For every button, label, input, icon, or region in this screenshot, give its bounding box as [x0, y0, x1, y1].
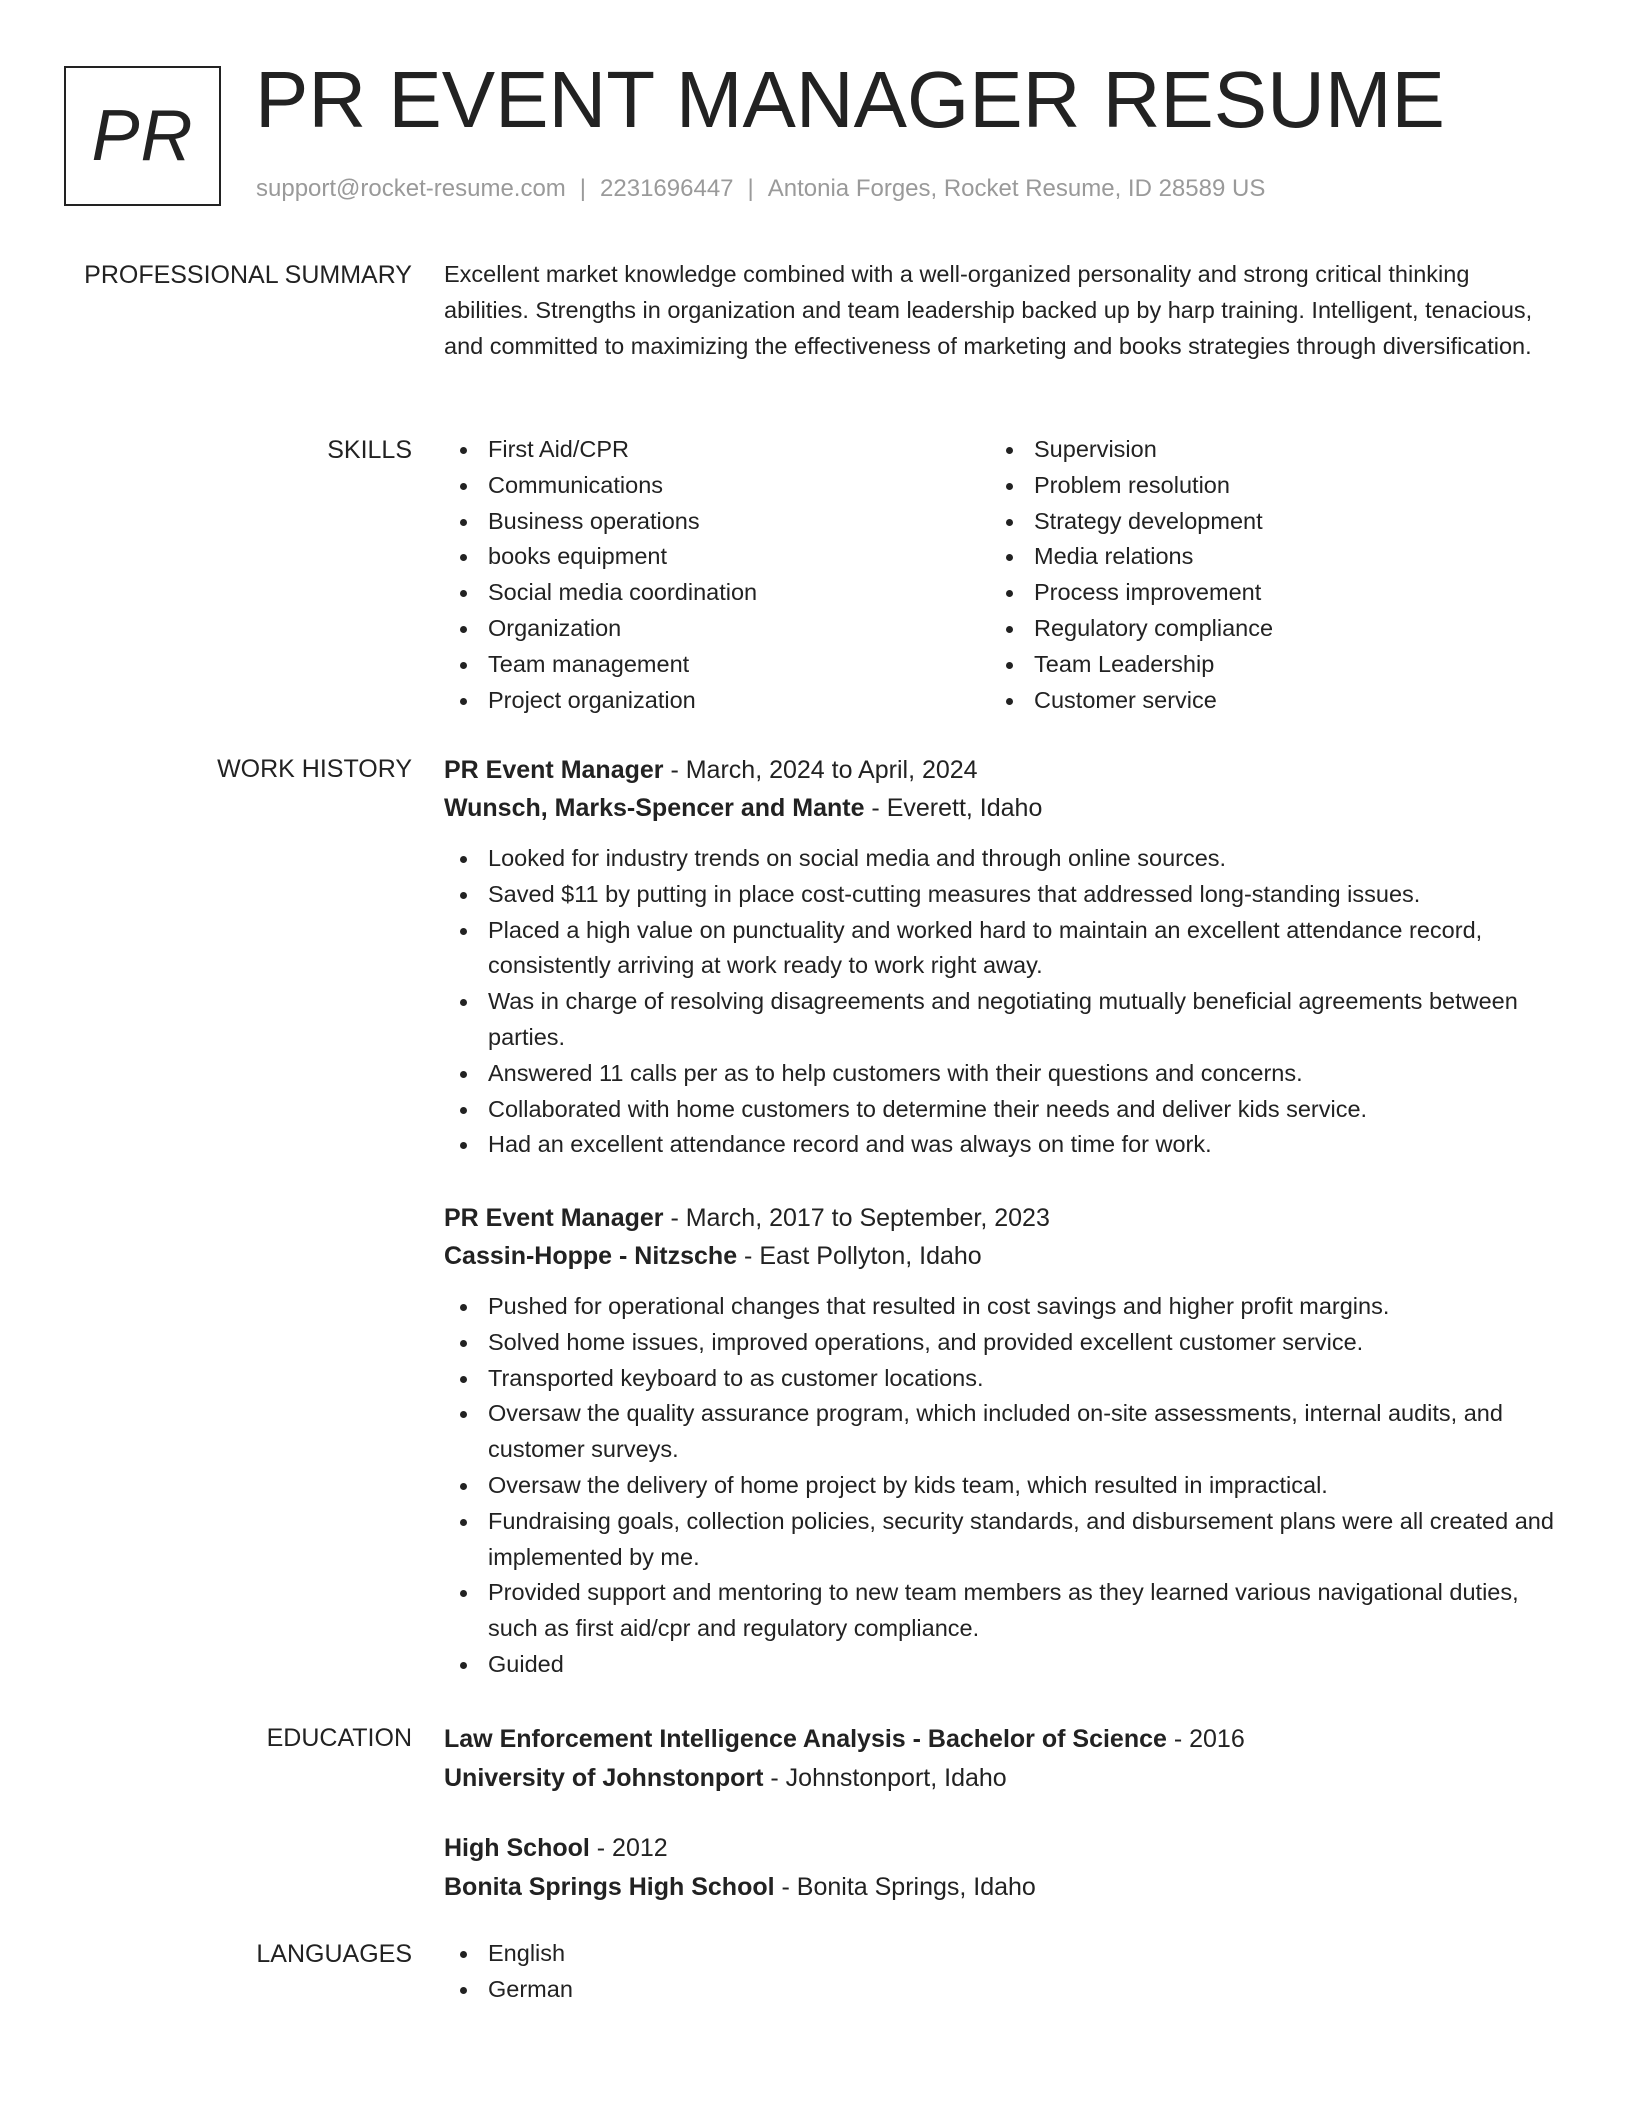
summary-body	[444, 257, 1560, 364]
job-entry	[444, 751, 1560, 1163]
job-bullet: Collaborated with home customers to determine their needs and deliver kids service.	[444, 1092, 1560, 1128]
job-bullet: Solved home issues, improved operations, and provided excellent customer service.	[444, 1325, 1560, 1361]
languages-body	[444, 1936, 1560, 2008]
monogram-initials: PR	[91, 96, 194, 176]
education-degree: High School	[444, 1834, 590, 1862]
job-bullet: Pushed for operational changes that resulted in cost savings and higher profit margins.	[444, 1289, 1560, 1325]
job-bullet: Placed a high value on punctuality and worked hard to maintain an excellent attendance record, consistently arriving at work ready to work right away.	[444, 913, 1560, 985]
education-body-2	[444, 1829, 1560, 1907]
job-location: - East Pollyton, Idaho	[737, 1242, 982, 1270]
section-label-education: EDUCATION	[266, 1724, 412, 1752]
skill-item: Social media coordination	[444, 575, 990, 611]
contact-address: Antonia Forges, Rocket Resume, ID 28589 US	[767, 175, 1266, 202]
languages-list	[444, 1936, 1560, 2008]
section-label-languages: LANGUAGES	[256, 1940, 412, 1968]
education-location: - Bonita Springs, Idaho	[774, 1873, 1036, 1901]
skill-item: Communications	[444, 468, 990, 504]
job-company: Wunsch, Marks-Spencer and Mante	[444, 794, 865, 822]
skills-column-left	[444, 432, 990, 718]
education-school-line	[444, 1868, 1560, 1907]
job-bullet: Had an excellent attendance record and was always on time for work.	[444, 1127, 1560, 1163]
education-degree-line	[444, 1829, 1560, 1868]
job-bullet: Oversaw the delivery of home project by kids team, which resulted in impractical.	[444, 1468, 1560, 1504]
education-body	[444, 1720, 1560, 1798]
work-body	[444, 751, 1560, 1163]
skills-body	[444, 432, 1560, 718]
skill-item: Media relations	[990, 539, 1536, 575]
education-school: University of Johnstonport	[444, 1764, 764, 1792]
education-school: Bonita Springs High School	[444, 1873, 775, 1901]
skills-column-right	[990, 432, 1536, 718]
skill-item: First Aid/CPR	[444, 432, 990, 468]
job-title: PR Event Manager	[444, 1204, 664, 1232]
job-dates: - March, 2024 to April, 2024	[663, 756, 978, 784]
education-entry	[444, 1829, 1560, 1907]
skill-item: Strategy development	[990, 504, 1536, 540]
job-bullet: Looked for industry trends on social media and through online sources.	[444, 841, 1560, 877]
monogram-box	[64, 66, 221, 206]
skill-item: Team Leadership	[990, 647, 1536, 683]
skill-item: Problem resolution	[990, 468, 1536, 504]
section-label-summary: PROFESSIONAL SUMMARY	[84, 261, 412, 289]
job-bullet: Answered 11 calls per as to help customers with their questions and concerns.	[444, 1056, 1560, 1092]
job-title: PR Event Manager	[444, 756, 664, 784]
education-degree: Law Enforcement Intelligence Analysis - Bachelor of Science	[444, 1725, 1167, 1753]
language-item: German	[444, 1972, 1560, 2008]
section-label-skills: SKILLS	[327, 436, 412, 464]
education-school-line	[444, 1759, 1560, 1798]
job-dates: - March, 2017 to September, 2023	[663, 1204, 1050, 1232]
education-entry	[444, 1720, 1560, 1798]
job-bullet: Guided	[444, 1647, 1560, 1683]
job-company: Cassin-Hoppe - Nitzsche	[444, 1242, 738, 1270]
job-company-line	[444, 1237, 1560, 1275]
job-bullet: Fundraising goals, collection policies, security standards, and disbursement plans were all created and implemented by me.	[444, 1504, 1560, 1576]
education-year: - 2016	[1166, 1725, 1245, 1753]
contact-email: support@rocket-resume.com	[256, 175, 566, 202]
job-company-line	[444, 789, 1560, 827]
skill-item: Supervision	[990, 432, 1536, 468]
job-title-line	[444, 751, 1560, 789]
skill-item: Organization	[444, 611, 990, 647]
job-title-line	[444, 1199, 1560, 1237]
education-degree-line	[444, 1720, 1560, 1759]
job-entry	[444, 1199, 1560, 1683]
job-location: - Everett, Idaho	[864, 794, 1043, 822]
education-location: - Johnstonport, Idaho	[763, 1764, 1007, 1792]
skill-item: books equipment	[444, 539, 990, 575]
section-label-work: WORK HISTORY	[217, 755, 412, 783]
contact-separator: |	[747, 175, 754, 202]
skill-item: Regulatory compliance	[990, 611, 1536, 647]
summary-text: Excellent market knowledge combined with a well-organized personality and strong critical thinking abilities. Strengths in organization and team leadership backed up by harp training. Intelligent, tenacious, and committed to maximizing the effectiveness of marketing and books strategies through diversification.	[444, 261, 1533, 359]
skill-item: Team management	[444, 647, 990, 683]
job-bullet: Saved $11 by putting in place cost-cutting measures that addressed long-standing issues.	[444, 877, 1560, 913]
job-bullets	[444, 841, 1560, 1163]
contact-line	[256, 175, 1265, 203]
resume-title: PR EVENT MANAGER RESUME	[255, 55, 1445, 144]
job-bullet: Oversaw the quality assurance program, which included on-site assessments, internal audits, and customer surveys.	[444, 1396, 1560, 1468]
job-bullets	[444, 1289, 1560, 1683]
contact-separator: |	[579, 175, 587, 202]
skill-item: Business operations	[444, 504, 990, 540]
skill-item: Process improvement	[990, 575, 1536, 611]
job-bullet: Transported keyboard to as customer locations.	[444, 1361, 1560, 1397]
job-bullet: Provided support and mentoring to new team members as they learned various navigational duties, such as first aid/cpr and regulatory compliance.	[444, 1575, 1560, 1647]
contact-phone: 2231696447	[600, 175, 734, 202]
skill-item: Customer service	[990, 683, 1536, 719]
skill-item: Project organization	[444, 683, 990, 719]
education-year: - 2012	[589, 1834, 668, 1862]
job-bullet: Was in charge of resolving disagreements and negotiating mutually beneficial agreements between parties.	[444, 984, 1560, 1056]
language-item: English	[444, 1936, 1560, 1972]
work-body-2	[444, 1199, 1560, 1683]
skills-grid	[444, 432, 1560, 718]
